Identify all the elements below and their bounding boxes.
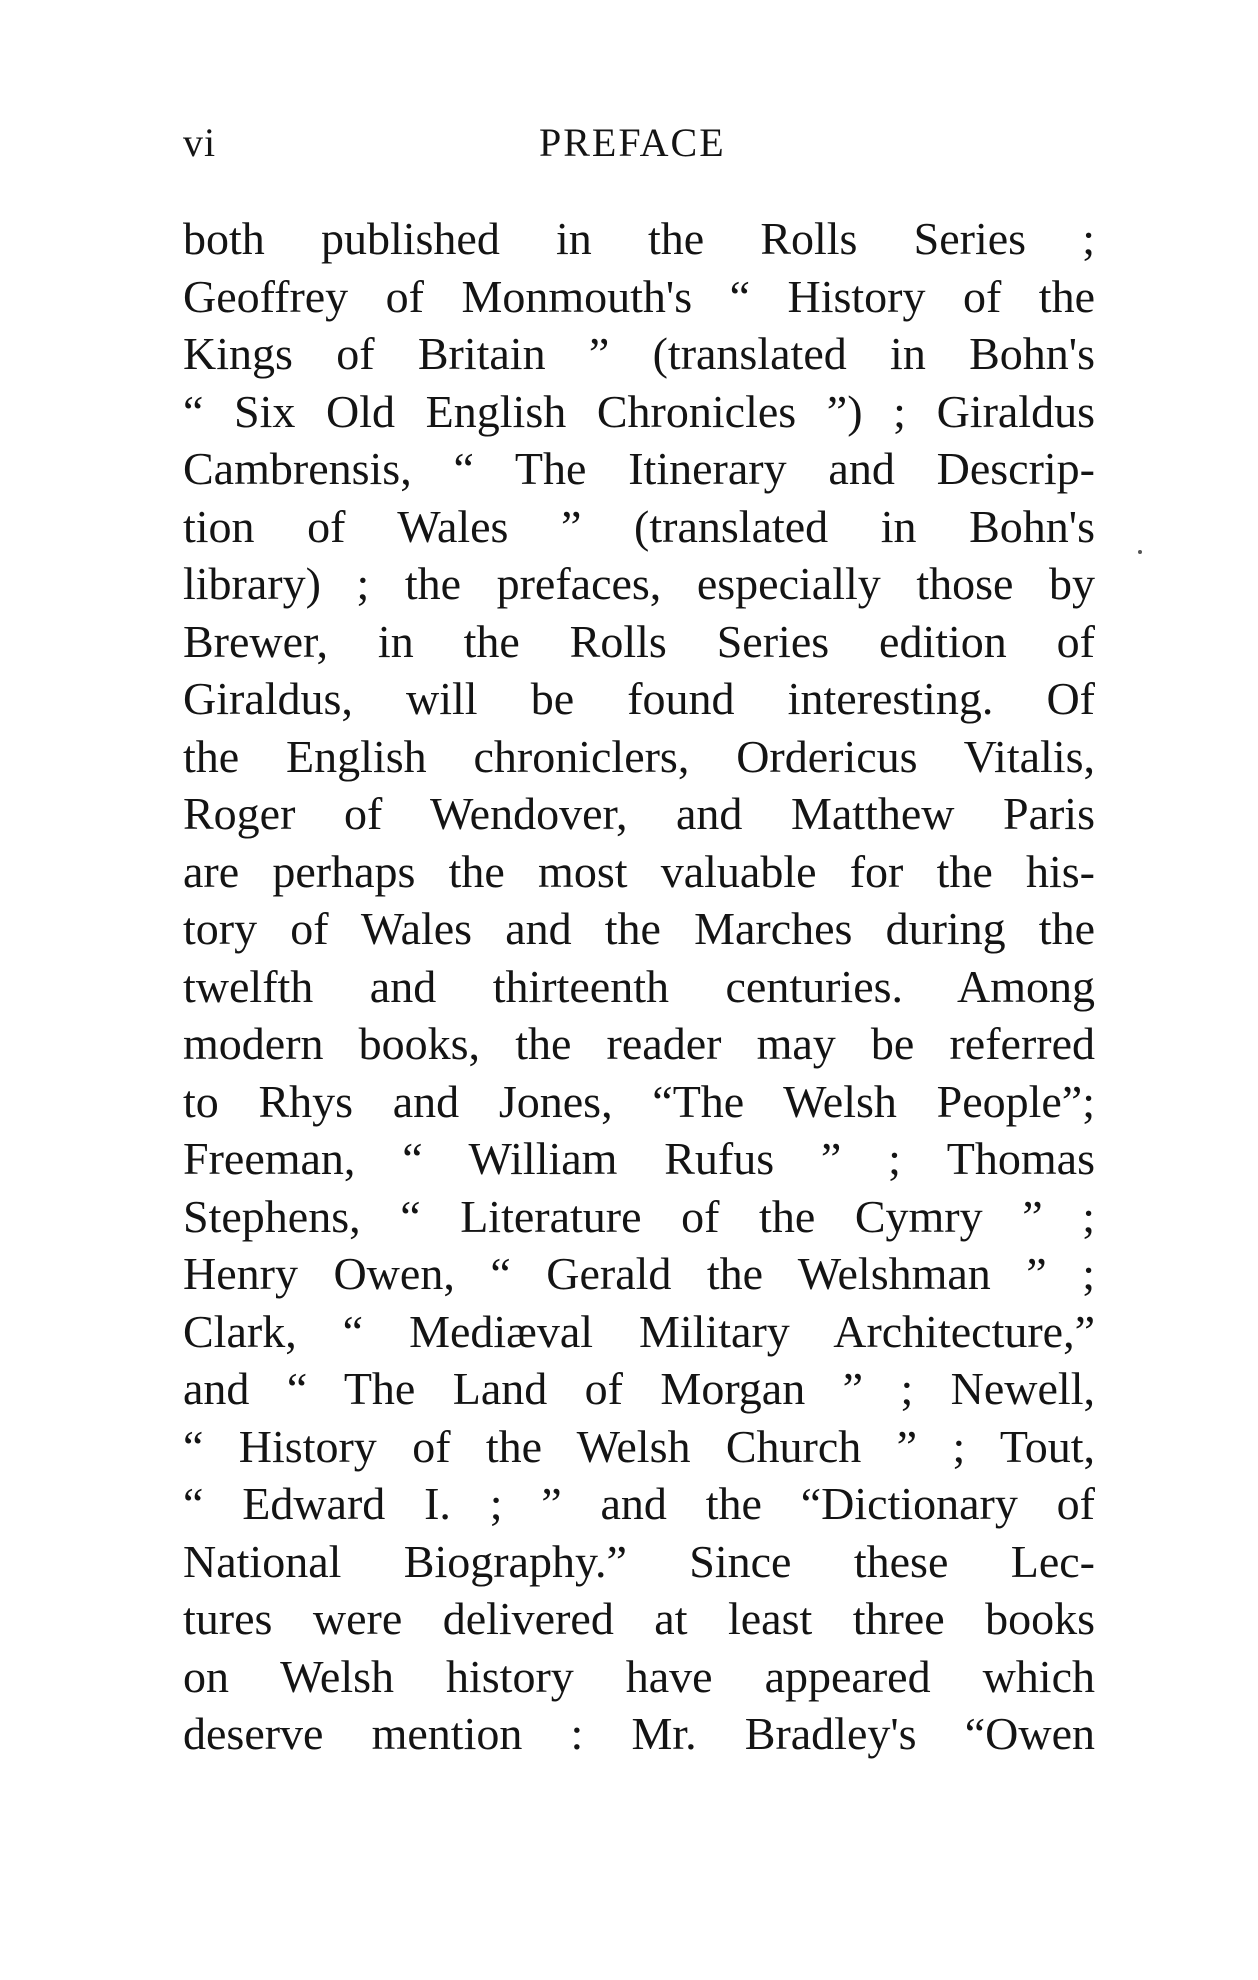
text-line: library) ; the prefaces, especially those by bbox=[183, 558, 1095, 609]
text-line: National Biography.” Since these Lec- bbox=[183, 1535, 1095, 1587]
text-line: modern books, the reader may be referred bbox=[183, 1018, 1095, 1069]
text-line: twelfth and thirteenth centuries. Among bbox=[183, 960, 1095, 1012]
ink-speck bbox=[1138, 550, 1142, 554]
text-line: tion of Wales ” (translated in Bohn's bbox=[183, 500, 1095, 552]
running-head bbox=[183, 118, 1095, 168]
text-line: Kings of Britain ” (translated in Bohn's bbox=[183, 328, 1095, 379]
text-line: deserve mention : Mr. Bradley's “Owen bbox=[183, 1708, 1095, 1759]
text-line: “ Six Old English Chronicles ”) ; Giraldus bbox=[183, 385, 1095, 437]
page-number: vi bbox=[183, 120, 217, 165]
text-line: Henry Owen, “ Gerald the Welshman ” ; bbox=[183, 1248, 1095, 1299]
text-line: Cambrensis, “ The Itinerary and Descrip- bbox=[183, 443, 1095, 494]
text-line: and “ The Land of Morgan ” ; Newell, bbox=[183, 1363, 1095, 1414]
text-line: “ Edward I. ; ” and the “Dictionary of bbox=[183, 1478, 1095, 1529]
running-head-title: PREFACE bbox=[539, 120, 726, 165]
text-line: the English chroniclers, Ordericus Vitalis, bbox=[183, 730, 1095, 782]
text-line: Geoffrey of Monmouth's “ History of the bbox=[183, 270, 1095, 322]
text-line: Brewer, in the Rolls Series edition of bbox=[183, 615, 1095, 667]
text-line: Giraldus, will be found interesting. Of bbox=[183, 673, 1095, 724]
text-line: on Welsh history have appeared which bbox=[183, 1650, 1095, 1702]
text-line: Freeman, “ William Rufus ” ; Thomas bbox=[183, 1133, 1095, 1184]
text-line: tory of Wales and the Marches during the bbox=[183, 903, 1095, 954]
text-line: are perhaps the most valuable for the his- bbox=[183, 845, 1095, 897]
text-line: Clark, “ Mediæval Military Architecture,” bbox=[183, 1305, 1095, 1357]
text-line: both published in the Rolls Series ; bbox=[183, 213, 1095, 264]
text-line: “ History of the Welsh Church ” ; Tout, bbox=[183, 1420, 1095, 1472]
text-line: tures were delivered at least three books bbox=[183, 1593, 1095, 1644]
text-line: Stephens, “ Literature of the Cymry ” ; bbox=[183, 1190, 1095, 1242]
body-text bbox=[183, 210, 1095, 1763]
text-line: Roger of Wendover, and Matthew Paris bbox=[183, 788, 1095, 839]
text-line: to Rhys and Jones, “The Welsh People”; bbox=[183, 1075, 1095, 1127]
